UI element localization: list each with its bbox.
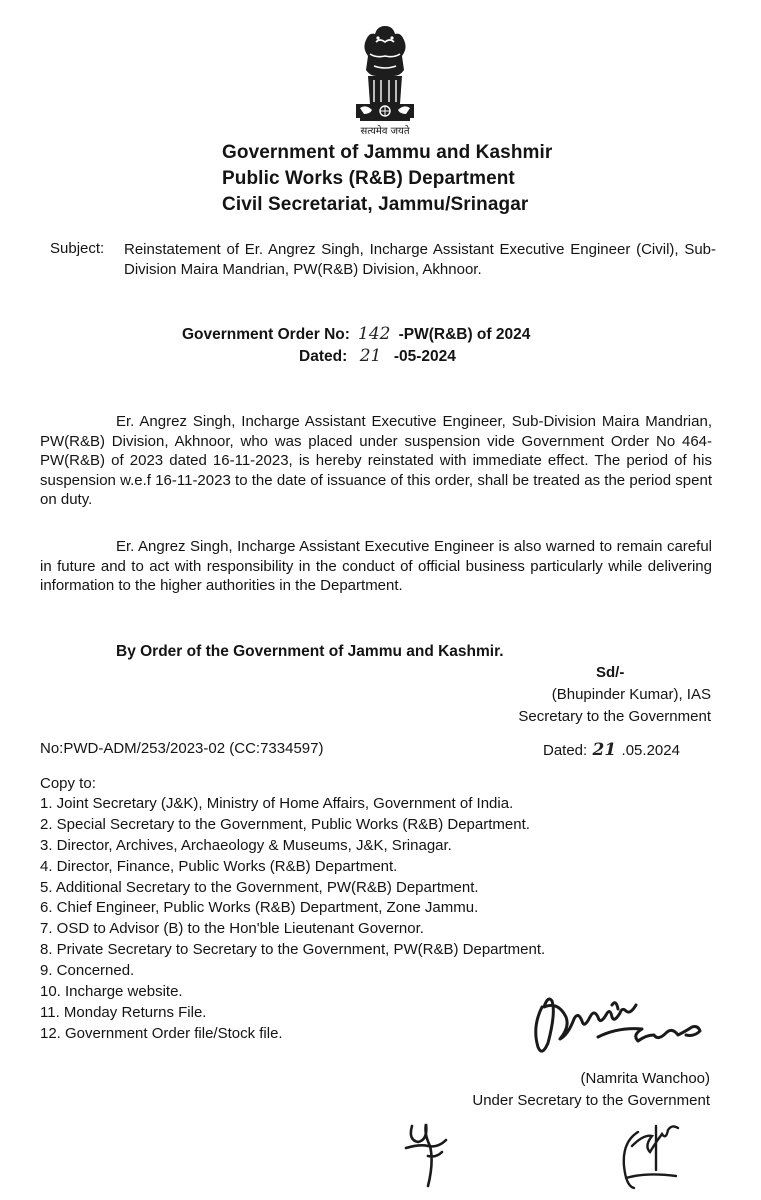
body-paragraph-reinstatement: Er. Angrez Singh, Incharge Assistant Executive Engineer, Sub-Division Maira Mandrian, PW(R&B) Division, Akhnoor, who was placed under suspension vide Government Order No 464-PW(R&B) of 2023 dated 16-11-2023, is hereby reinstated with immediate effect. The period of his suspension w.e.f 16-11-2023 to the date of issuance of this order, shall be treated as the period spent on duty. [40, 413, 712, 509]
reference-date [543, 740, 680, 760]
order-number-suffix: -PW(R&B) of 2024 [398, 326, 531, 343]
order-date-line [299, 346, 456, 366]
order-number-handwritten: 142 [358, 324, 391, 344]
emblem-motto: सत्यमेव जयते [360, 126, 410, 137]
order-date-suffix: -05-2024 [393, 348, 456, 365]
copy-to-item: 2. Special Secretary to the Government, Public Works (R&B) Department. [40, 815, 530, 833]
order-number-label: Government Order No: [182, 326, 350, 343]
copy-to-item: 1. Joint Secretary (J&K), Ministry of Home Affairs, Government of India. [40, 795, 514, 812]
copy-to-label: Copy to: [40, 775, 96, 792]
copy-to-item: 12. Government Order file/Stock file. [40, 1024, 283, 1042]
copy-to-item: 3. Director, Archives, Archaeology & Museums, J&K, Srinagar. [40, 836, 452, 854]
signed-mark: Sd/- [596, 664, 625, 681]
secretary-name: (Bhupinder Kumar), IAS [551, 686, 711, 703]
reference-date-handwritten: 21 [592, 740, 617, 760]
copy-to-item: 6. Chief Engineer, Public Works (R&B) Department, Zone Jammu. [40, 899, 479, 917]
reference-number: No:PWD-ADM/253/2023-02 (CC:7334597) [40, 740, 324, 757]
reference-date-suffix: .05.2024 [621, 742, 680, 759]
initials-right-scribble [612, 1108, 692, 1194]
under-secretary-signature [528, 995, 728, 1067]
subject-text: Reinstatement of Er. Angrez Singh, Incharge Assistant Executive Engineer (Civil), Sub-Division Maira Mandrian, PW(R&B) Division, Akhnoor. [124, 241, 716, 278]
copy-to-item: 4. Director, Finance, Public Works (R&B) Department. [40, 857, 398, 875]
copy-to-item: 11. Monday Returns File. [40, 1003, 207, 1021]
initials-left-scribble [402, 1112, 458, 1192]
copy-to-item: 9. Concerned. [40, 962, 135, 980]
subject-label: Subject: [50, 240, 105, 257]
order-number-line [182, 324, 530, 344]
order-date-label: Dated: [299, 348, 348, 365]
under-secretary-title: Under Secretary to the Government [472, 1092, 710, 1109]
header-department: Public Works (R&B) Department [222, 168, 515, 189]
by-order-line: By Order of the Government of Jammu and Kashmir. [116, 643, 504, 660]
secretary-signature-block [518, 684, 711, 728]
header-government: Government of Jammu and Kashmir [222, 142, 553, 163]
under-secretary-name: (Namrita Wanchoo) [580, 1070, 710, 1087]
reference-date-label: Dated: [543, 742, 588, 759]
header-secretariat: Civil Secretariat, Jammu/Srinagar [222, 194, 529, 215]
copy-to-list [40, 794, 545, 1045]
copy-to-item: 8. Private Secretary to Secretary to the Government, PW(R&B) Department. [40, 941, 546, 959]
copy-to-item: 7. OSD to Advisor (B) to the Hon'ble Lieutenant Governor. [40, 920, 424, 938]
body-paragraph-warning: Er. Angrez Singh, Incharge Assistant Executive Engineer is also warned to remain careful in future and to act with responsibility in the conduct of official business particularly while delivering information to the higher authorities in the Department. [40, 538, 712, 595]
copy-to-item: 10. Incharge website. [40, 983, 183, 1001]
order-date-handwritten: 21 [359, 346, 382, 366]
under-secretary-signature-block [400, 1068, 710, 1112]
copy-to-item: 5. Additional Secretary to the Government, PW(R&B) Department. [40, 878, 479, 896]
secretary-title: Secretary to the Government [518, 708, 711, 725]
